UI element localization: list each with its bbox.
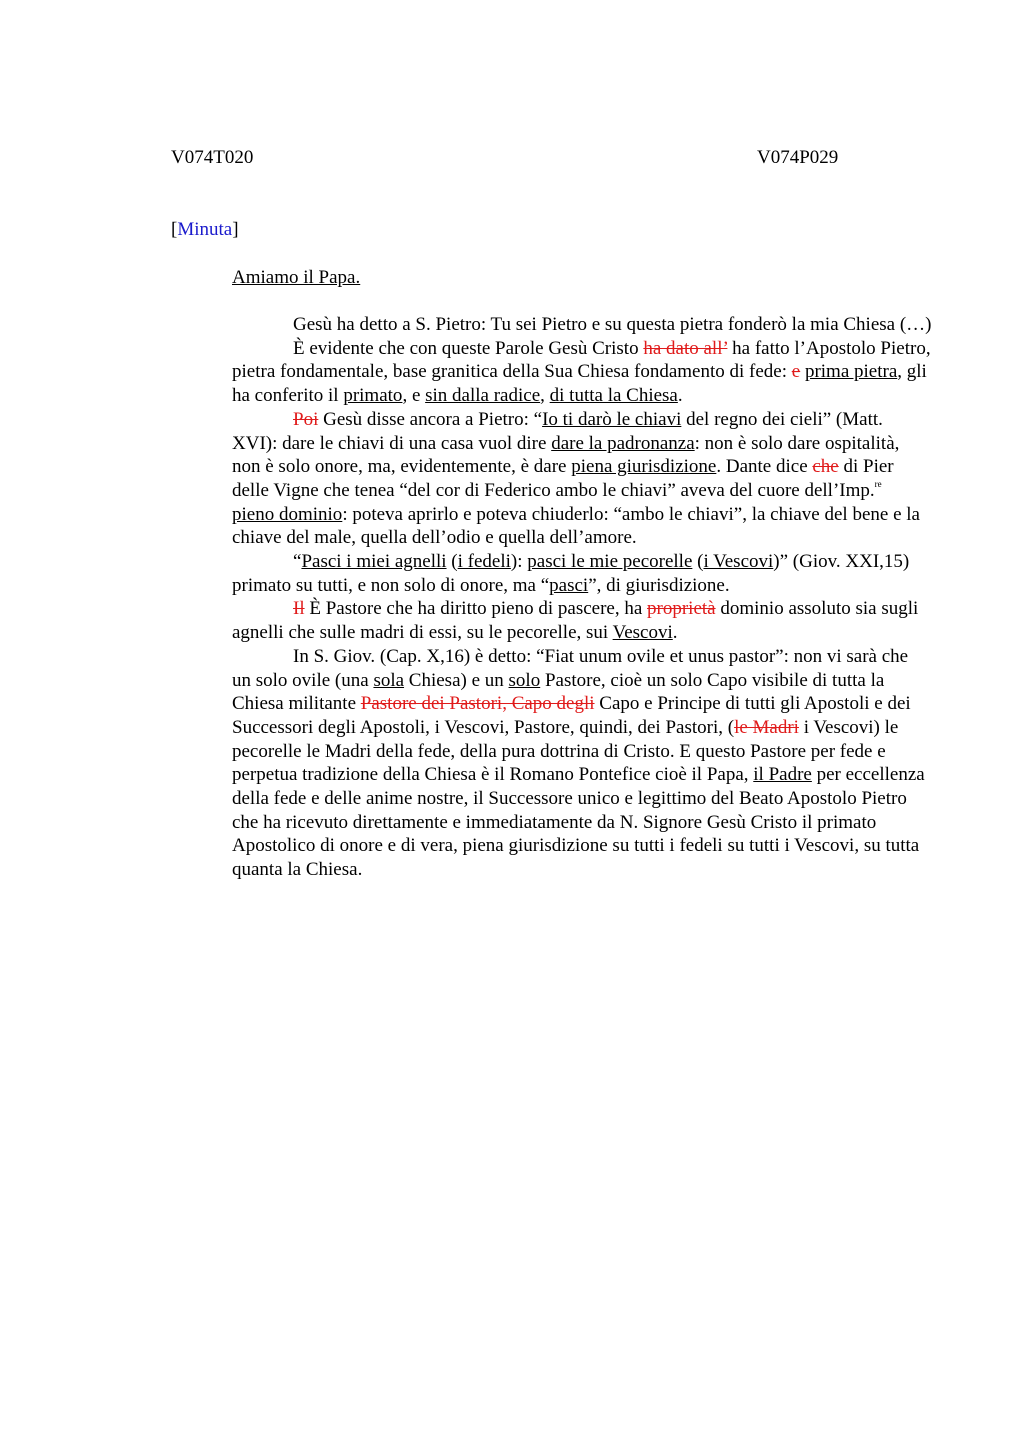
- text-line: [171, 645, 931, 669]
- text-run: pietra fondamentale, base granitica della Sua Chiesa fondamento di fede:: [232, 361, 792, 383]
- text-run: “: [293, 551, 302, 573]
- text-run: Apostolico di onore e di vera, piena giurisdizione su tutti i fedeli su tutti i Vescovi, su tutta: [232, 835, 920, 857]
- text-run: Chiesa) e un: [404, 669, 509, 691]
- text-line: [171, 550, 931, 574]
- text-run: In S. Giov. (Cap. X,16) è detto: “Fiat unum ovile et unus pastor”: non vi sarà che: [293, 645, 909, 667]
- text-run: i Vescovi) le: [798, 716, 899, 738]
- underlined-text: Pasci i miei agnelli: [301, 551, 447, 573]
- underlined-text: sola: [373, 669, 405, 691]
- document-body: [171, 313, 931, 882]
- underlined-text: sin dalla radice: [425, 385, 541, 407]
- text-run: primato su tutti, e non solo di onore, ma “: [232, 574, 550, 596]
- text-line: [171, 313, 931, 337]
- underlined-text: pasci le mie pecorelle: [527, 551, 693, 573]
- text-line: [171, 763, 931, 787]
- document-type-label: [171, 218, 239, 242]
- deleted-text: ha dato all’: [643, 337, 728, 359]
- text-line: [171, 740, 931, 764]
- text-run: ha conferito il: [232, 385, 344, 407]
- text-run: chiave del male, quella dell’odio e quella dell’amore.: [232, 527, 637, 549]
- text-run: quanta la Chiesa.: [232, 859, 363, 881]
- text-line: [171, 787, 931, 811]
- text-line: [171, 597, 931, 621]
- underlined-text: i fedeli: [457, 551, 511, 573]
- underlined-text: i Vescovi: [703, 551, 774, 573]
- text-run: ”, di giurisdizione.: [588, 574, 730, 596]
- underlined-text: solo: [508, 669, 541, 691]
- paragraph-6: [171, 645, 931, 882]
- paragraph-4: [171, 550, 931, 597]
- deleted-text: Pastore dei Pastori, Capo degli: [360, 693, 595, 715]
- paragraph-3: [171, 408, 931, 550]
- text-run: (: [692, 551, 704, 573]
- text-line: [171, 360, 931, 384]
- text-run: che ha ricevuto direttamente e immediatamente da N. Signore Gesù Cristo il primato: [232, 811, 877, 833]
- text-run: Pastore, cioè un solo Capo visibile di tutta la: [540, 669, 885, 691]
- bracket-open: [: [171, 219, 178, 240]
- text-run: .: [672, 622, 678, 644]
- text-run: ha fatto l’Apostolo Pietro,: [727, 337, 931, 359]
- document-code-left: V074T020: [171, 147, 254, 168]
- underlined-text: prima pietra: [804, 361, 898, 383]
- text-run: XVI): dare le chiavi di una casa vuol dire: [232, 432, 552, 454]
- text-run: per eccellenza: [811, 764, 925, 786]
- text-line: [171, 858, 931, 882]
- bracket-close: ]: [232, 219, 239, 240]
- text-run: delle Vigne che tenea “del cor di Federico ambo le chiavi” aveva del cuore dell’Imp.: [232, 479, 875, 501]
- text-run: non è solo onore, ma, evidentemente, è dare: [232, 456, 572, 478]
- text-run: È evidente che con queste Parole Gesù Cristo: [293, 337, 644, 359]
- text-run: perpetua tradizione della Chiesa è il Romano Pontefice cioè il Papa,: [232, 764, 754, 786]
- text-line: [171, 337, 931, 361]
- text-run: un solo ovile (una: [232, 669, 374, 691]
- minuta-label: Minuta: [177, 219, 233, 240]
- underlined-text: Io ti darò le chiavi: [542, 408, 682, 430]
- text-line: [171, 432, 931, 456]
- document-code-right: V074P029: [757, 147, 839, 168]
- text-run: Capo e Principe di tutti gli Apostoli e dei: [594, 693, 911, 715]
- text-line: [171, 479, 931, 503]
- text-run: agnelli che sulle madri di essi, su le pecorelle, sui: [232, 622, 613, 644]
- paragraph-1: [171, 313, 931, 337]
- text-run: di Pier: [838, 456, 894, 478]
- text-line: [171, 408, 931, 432]
- text-run: pecorelle le Madri della fede, della pura dottrina di Cristo. E questo Pastore per fede e: [232, 740, 886, 762]
- deleted-text: Poi: [293, 408, 319, 430]
- text-line: [171, 834, 931, 858]
- text-line: [171, 716, 931, 740]
- paragraph-5: [171, 597, 931, 644]
- text-run: (: [446, 551, 458, 573]
- text-line: [171, 621, 931, 645]
- text-run: )” (Giov. XXI,15): [773, 551, 910, 573]
- text-run: ):: [510, 551, 528, 573]
- text-run: : non è solo dare ospitalità,: [694, 432, 900, 454]
- paragraph-2: [171, 337, 931, 408]
- text-line: [171, 526, 931, 550]
- underlined-text: pasci: [549, 574, 589, 596]
- text-line: [171, 503, 931, 527]
- underlined-text: piena giurisdizione: [571, 456, 717, 478]
- text-line: [171, 811, 931, 835]
- deleted-text: e: [791, 361, 801, 383]
- document-title: Amiamo il Papa.: [232, 267, 361, 288]
- text-line: [171, 574, 931, 598]
- underlined-text: di tutta la Chiesa: [549, 385, 678, 407]
- deleted-text: proprietà: [647, 598, 716, 620]
- text-run: Chiesa militante: [232, 693, 361, 715]
- text-run: Gesù ha detto a S. Pietro: Tu sei Pietro e su questa pietra fonderò la mia Chiesa (…): [293, 314, 932, 335]
- deleted-text: che: [812, 456, 839, 478]
- underlined-text: pieno dominio: [232, 503, 343, 525]
- deleted-text: le Madri: [734, 716, 799, 738]
- text-line: [171, 669, 931, 693]
- underlined-text: il Padre: [753, 764, 812, 786]
- underlined-text: dare la padronanza: [551, 432, 695, 454]
- underlined-text: Vescovi: [612, 622, 673, 644]
- text-run: del regno dei cieli” (Matt.: [681, 408, 883, 430]
- text-run: : poteva aprirlo e poteva chiuderlo: “ambo le chiavi”, la chiave del bene e la: [342, 503, 920, 525]
- text-run: Gesù disse ancora a Pietro: “: [318, 408, 543, 430]
- text-run: , e: [402, 385, 426, 407]
- deleted-text: Il: [293, 598, 305, 620]
- text-line: [171, 384, 931, 408]
- text-run: .: [677, 385, 683, 407]
- text-run: . Dante dice: [716, 456, 813, 478]
- underlined-text: primato: [343, 385, 403, 407]
- text-line: [171, 455, 931, 479]
- text-run: È Pastore che ha diritto pieno di pascere, ha: [304, 598, 648, 620]
- text-run: Successori degli Apostoli, i Vescovi, Pastore, quindi, dei Pastori, (: [232, 716, 735, 738]
- text-line: [171, 692, 931, 716]
- text-run: dominio assoluto sia sugli: [715, 598, 919, 620]
- text-run: della fede e delle anime nostre, il Successore unico e legittimo del Beato Apostolo Pietro: [232, 788, 907, 810]
- superscript-text: re: [874, 478, 882, 489]
- text-run: , gli: [897, 361, 927, 383]
- text-run: ,: [540, 385, 550, 407]
